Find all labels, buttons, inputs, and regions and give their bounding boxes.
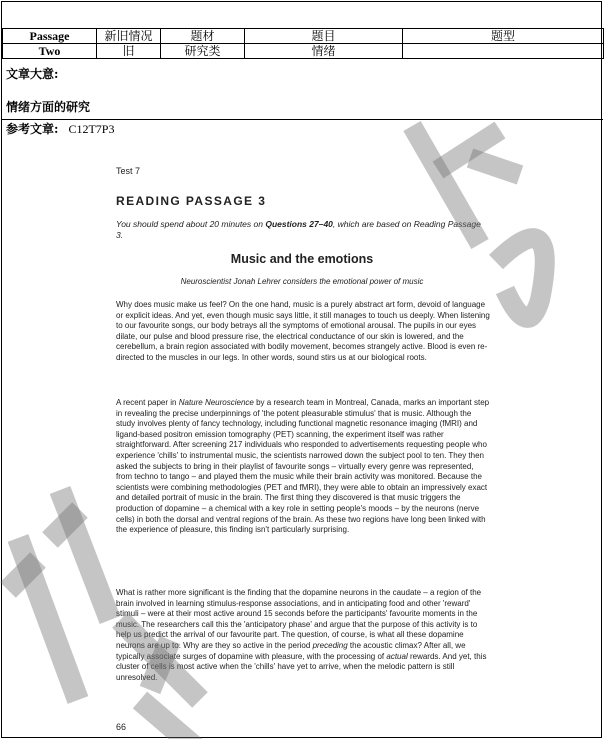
table-cell: 题目: [245, 29, 403, 44]
table-cell: 情绪: [245, 44, 403, 59]
article-subtitle: Neuroscientist Jonah Lehrer considers the emotional power of music: [180, 277, 424, 286]
document-frame: [1, 1, 602, 738]
paragraph-1: Why does music make us feel? On the one hand, music is a purely abstract art form, devoid of language or explicit ideas. And yet, even though music says little, it still manages to touch us deeply. When listening to our favourite songs, our body betrays all the symptoms of emotional arousal. The pupils in our eyes dilate, our pulse and blood pressure rise, the electrical conductance of our skin is lowered, and the cerebellum, a brain region associated with bodily movement, becomes strangely active. Blood is even re-directed to the muscles in our legs. In other words, sound stirs us at our biological roots.: [116, 300, 490, 362]
paragraph-3: What is rather more significant is the finding that the dopamine neurons in the caudate – a region of the brain involved in learning stimulus-response associations, and in anticipating food and other 'reward' stimuli – were at their most active around 15 seconds before the participants' favourite moments in the music. The researchers call this the 'anticipatory phase' and argue that the purpose of this activity is to help us predict the arrival of our favourite part. The question, of course, is what all these dopamine neurons are up to. Why are they so active in the period preceding the acoustic climax? After all, we typically associate surges of dopamine with pleasure, with the processing of actual rewards. And yet, this cluster of cells is most active when the 'chills' have yet to arrive, when the melodic pattern is still unresolved.: [116, 588, 487, 682]
table-row: [3, 29, 604, 44]
info-table: [2, 28, 604, 59]
table-cell: Two: [3, 44, 97, 59]
summary-section: [2, 62, 603, 120]
passage-title: READING PASSAGE 3: [116, 194, 267, 208]
table-cell: 题材: [161, 29, 245, 44]
table-cell: 题型: [403, 29, 604, 44]
summary-content: 情绪方面的研究: [6, 100, 91, 114]
reference-line: [6, 120, 114, 137]
table-cell: Passage: [3, 29, 97, 44]
paragraph-2: A recent paper in Nature Neuroscience by a research team in Montreal, Canada, marks an important step in revealing the precise underpinnings of 'the potent pleasurable stimulus' that is music. Although the study involves plenty of fancy technology, including functional magnetic resonance imaging (fMRI) and ligand-based positron emission tomography (PET) scanning, the experiment itself was rather straightforward. After screening 217 individuals who responded to advertisements requesting people who experience 'chills' to instrumental music, the scientists narrowed down the subject pool to ten. They then asked the subjects to bring in their playlist of favourite songs – virtually every genre was represented, from techno to tango – and played them the music while their brain activity was monitored. Because the scientists were combining methodologies (PET and fMRI), they were able to obtain an impressively exact and detailed portrait of music in the brain. The first thing they discovered is that music triggers the production of dopamine – a chemical with a key role in setting people's moods – by the neurons (nerve cells) in both the dorsal and ventral regions of the brain. As these two regions have long been linked with the experience of pleasure, this finding isn't particularly surprising.: [116, 398, 490, 535]
table-cell: [403, 44, 604, 59]
table-cell: 新旧情况: [97, 29, 161, 44]
table-cell: 研究类: [161, 44, 245, 59]
page-number: 66: [116, 722, 127, 732]
header-band: [2, 2, 601, 29]
article-title: Music and the emotions: [230, 252, 374, 266]
test-label: Test 7: [116, 166, 141, 176]
reference-code: C12T7P3: [68, 122, 115, 136]
table-cell: 旧: [97, 44, 161, 59]
summary-label: 文章大意:: [6, 67, 59, 81]
table-row: [3, 44, 604, 59]
reference-label: 参考文章:: [6, 122, 59, 136]
instructions: You should spend about 20 minutes on Questions 27–40, which are based on Reading Passage 3.: [116, 219, 481, 240]
